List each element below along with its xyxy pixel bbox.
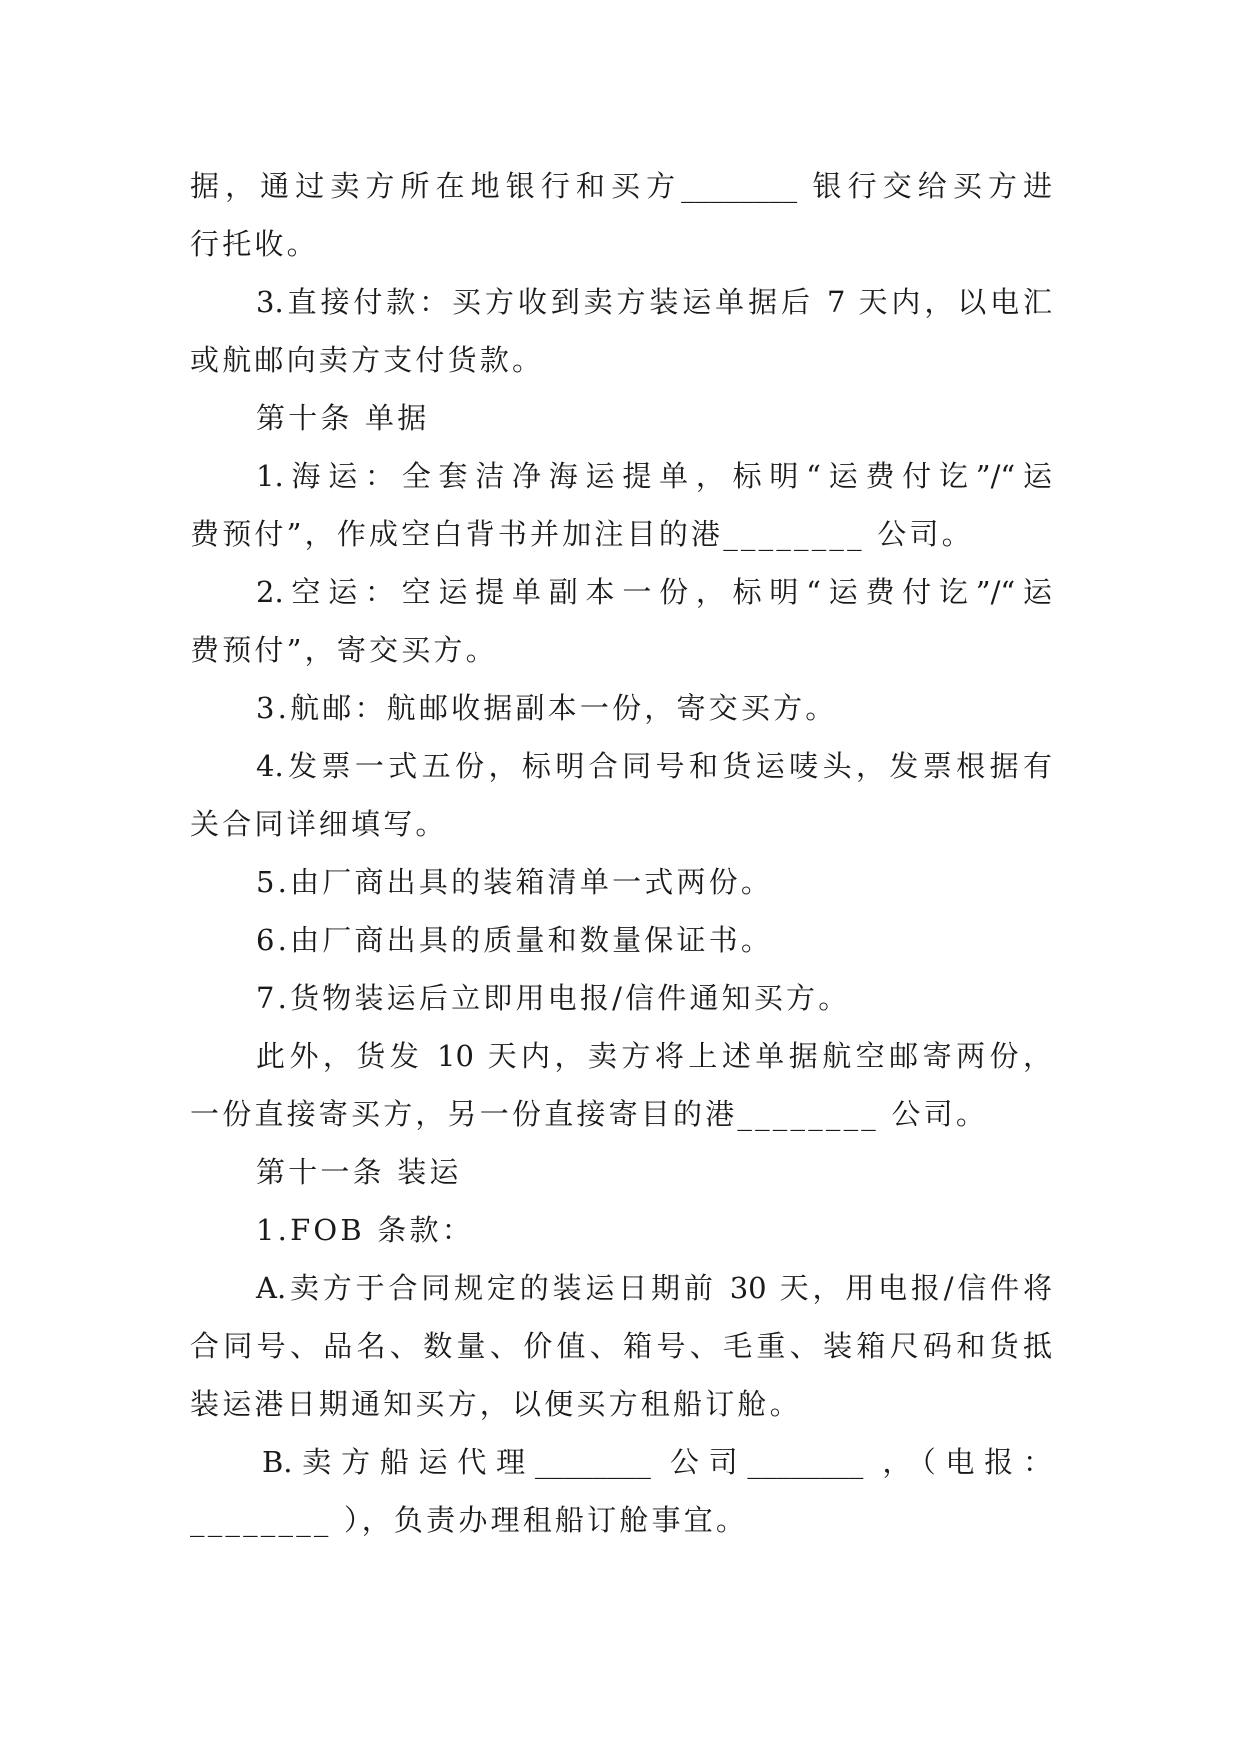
text-line-13: 5.由厂商出具的装箱清单一式两份。 <box>256 865 774 899</box>
text-line-4: 或航邮向卖方支付货款。 <box>190 343 545 377</box>
text-line-23: B.卖方船运代理________ 公司________ ，（电报： <box>262 1445 1052 1479</box>
text-line-21: 合同号、品名、数量、价值、箱号、毛重、装箱尺码和货抵 <box>190 1329 1052 1363</box>
text-line-12: 关合同详细填写。 <box>190 807 448 841</box>
text-line-6: 1.海运：全套洁净海运提单，标明“运费付讫”/“运 <box>256 459 1052 493</box>
text-line-16: 此外，货发 10 天内，卖方将上述单据航空邮寄两份， <box>256 1039 1052 1073</box>
section-heading-article-11: 第十一条 装运 <box>256 1155 462 1189</box>
text-line-7: 费预付”，作成空白背书并加注目的港________ 公司。 <box>190 517 974 551</box>
text-line-15: 7.货物装运后立即用电报/信件通知买方。 <box>256 981 851 1015</box>
section-heading-article-10: 第十条 单据 <box>256 401 430 435</box>
text-line-3: 3.直接付款：买方收到卖方装运单据后 7 天内，以电汇 <box>256 285 1052 319</box>
text-line-1: 据，通过卖方所在地银行和买方________ 银行交给买方进 <box>190 169 1052 203</box>
text-line-22: 装运港日期通知买方，以便买方租船订舱。 <box>190 1387 802 1421</box>
text-line-24: ________ ），负责办理租船订舱事宜。 <box>190 1503 749 1537</box>
text-line-17: 一份直接寄买方，另一份直接寄目的港________ 公司。 <box>190 1097 989 1131</box>
text-line-9: 费预付”，寄交买方。 <box>190 633 498 667</box>
text-line-19: 1.FOB 条款： <box>256 1213 474 1247</box>
text-line-10: 3.航邮：航邮收据副本一份，寄交买方。 <box>256 691 838 725</box>
text-line-8: 2.空运：空运提单副本一份，标明“运费付讫”/“运 <box>256 575 1052 609</box>
text-line-14: 6.由厂商出具的质量和数量保证书。 <box>256 923 774 957</box>
text-line-20: A.卖方于合同规定的装运日期前 30 天，用电报/信件将 <box>256 1271 1052 1305</box>
text-line-11: 4.发票一式五份，标明合同号和货运唛头，发票根据有 <box>256 749 1052 783</box>
text-line-2: 行托收。 <box>190 227 319 261</box>
